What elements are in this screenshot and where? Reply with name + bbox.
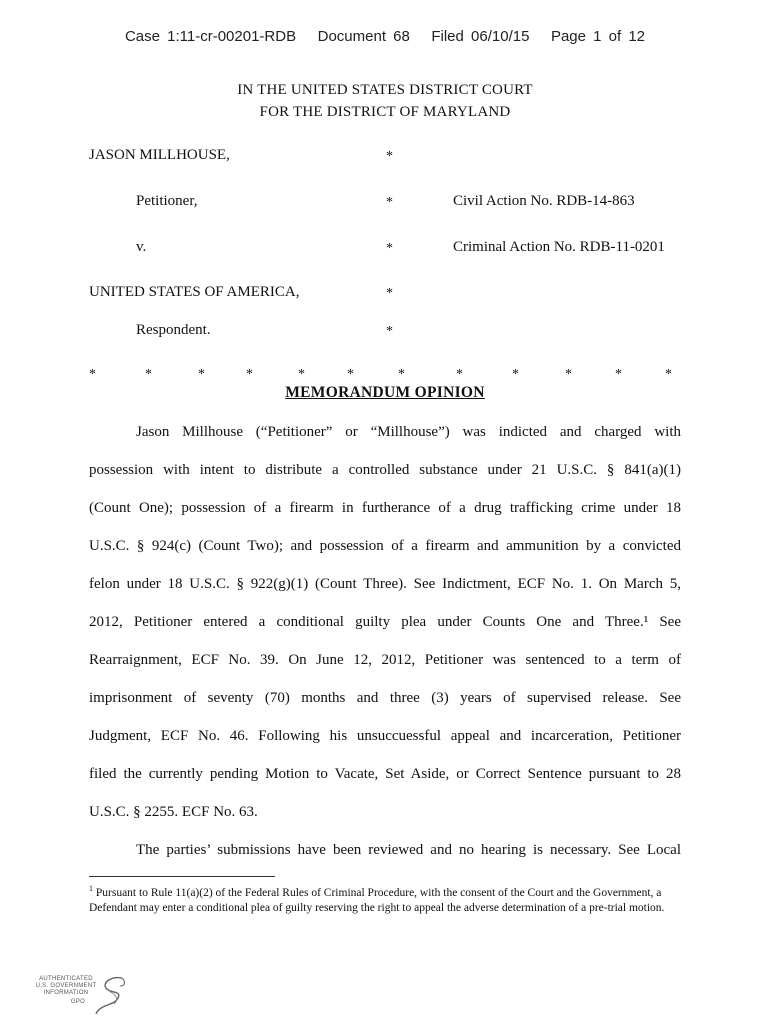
divider-star: * — [456, 367, 463, 382]
caption-star: * — [386, 241, 393, 256]
seal-line2: U.S. GOVERNMENT — [35, 983, 97, 989]
petitioner-role: Petitioner, — [136, 193, 198, 209]
versus: v. — [136, 239, 147, 255]
divider-star: * — [198, 367, 205, 382]
page-indicator: Page 1 of 12 — [550, 28, 646, 45]
court-name-line2: FOR THE DISTRICT OF MARYLAND — [259, 104, 511, 120]
caption-star: * — [386, 149, 393, 164]
body-line: U.S.C. § 924(c) (Count Two); and possession of a firearm and ammunition by a convicted — [89, 538, 681, 554]
court-name-line1: IN THE UNITED STATES DISTRICT COURT — [237, 82, 533, 98]
eagle-swirl-icon — [92, 974, 130, 1018]
divider-star: * — [665, 367, 672, 382]
gpo-authentication-seal — [36, 974, 132, 1018]
footnote — [89, 881, 681, 916]
body-line: 2012, Petitioner entered a conditional guilty plea under Counts One and Three.¹ See — [89, 614, 681, 630]
caption-star: * — [386, 195, 393, 210]
body-line: felon under 18 U.S.C. § 922(g)(1) (Count Three). See Indictment, ECF No. 1. On March 5, — [89, 576, 681, 592]
divider-star: * — [615, 367, 622, 382]
divider-star: * — [512, 367, 519, 382]
caption-star: * — [386, 286, 393, 301]
petitioner-name: JASON MILLHOUSE, — [89, 147, 230, 163]
case-number: Case 1:11-cr-00201-RDB — [124, 28, 297, 45]
civil-action-number: Civil Action No. RDB-14-863 — [453, 193, 635, 209]
filed-date: Filed 06/10/15 — [431, 28, 530, 45]
divider-star: * — [89, 367, 96, 382]
footnote-text: Pursuant to Rule 11(a)(2) of the Federal Rules of Criminal Procedure, with the consent of the Court and the Government, a Defendant may enter a conditional plea of guilty reserving the right to appeal the adverse determination of a pre-trial motion. — [89, 886, 665, 914]
body-line: (Count One); possession of a firearm in furtherance of a drug trafficking crime under 18 — [89, 500, 681, 516]
body-line: The parties’ submissions have been reviewed and no hearing is necessary. See Local — [136, 842, 681, 858]
divider-star: * — [398, 367, 405, 382]
body-line: Jason Millhouse (“Petitioner” or “Millhouse”) was indicted and charged with — [136, 424, 681, 440]
document-title: MEMORANDUM OPINION — [285, 384, 485, 401]
respondent-role: Respondent. — [136, 322, 211, 338]
divider-star: * — [298, 367, 305, 382]
respondent-name: UNITED STATES OF AMERICA, — [89, 284, 300, 300]
caption-star: * — [386, 324, 393, 339]
divider-star: * — [145, 367, 152, 382]
document-number: Document 68 — [317, 28, 410, 45]
case-header — [0, 28, 770, 45]
seal-line3: INFORMATION — [43, 990, 89, 996]
divider-star: * — [347, 367, 354, 382]
seal-line1: AUTHENTICATED — [39, 976, 93, 982]
seal-line4: GPO — [70, 999, 86, 1005]
body-line: U.S.C. § 2255. ECF No. 63. — [89, 804, 258, 820]
footnote-marker: 1 — [89, 884, 93, 893]
body-line: filed the currently pending Motion to Vacate, Set Aside, or Correct Sentence pursuant to 28 — [89, 766, 681, 782]
divider-star: * — [565, 367, 572, 382]
criminal-action-number: Criminal Action No. RDB-11-0201 — [453, 239, 665, 255]
body-line: Rearraignment, ECF No. 39. On June 12, 2012, Petitioner was sentenced to a term of — [89, 652, 681, 668]
body-line: imprisonment of seventy (70) months and three (3) years of supervised release. See — [89, 690, 681, 706]
divider-star: * — [246, 367, 253, 382]
body-line: Judgment, ECF No. 46. Following his unsuccuessful appeal and incarceration, Petitioner — [89, 728, 681, 744]
footnote-rule — [89, 876, 275, 877]
body-line: possession with intent to distribute a controlled substance under 21 U.S.C. § 841(a)(1) — [89, 462, 681, 478]
